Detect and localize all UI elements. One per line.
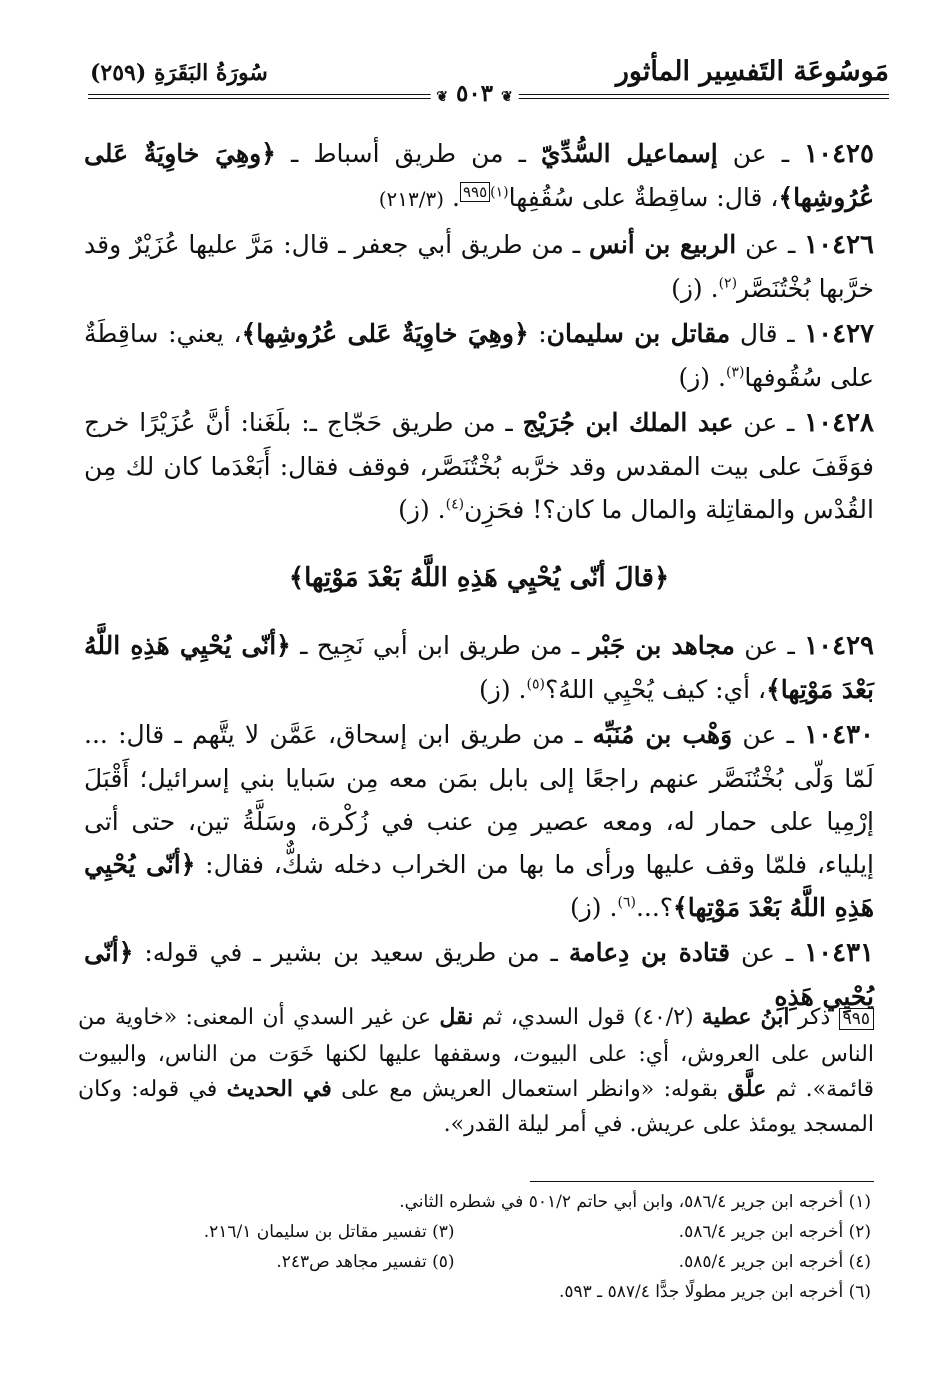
note-ref-box[interactable]: ٩٩٥ [460, 182, 490, 202]
entry-text: . (ز) [569, 893, 618, 922]
entry-text: . (ز) [671, 274, 719, 303]
quran-quote: ﴿أنّى يُحْيِي هَذِهِ اللَّهُ بَعْدَ مَوْتِها﴾ [84, 631, 874, 704]
ornament-icon: ❦ [436, 89, 448, 105]
ayah-heading: ﴿قالَ أنّى يُحْيِي هَذِهِ اللَّهُ بَعْدَ مَوْتِها﴾ [288, 563, 670, 593]
entry-text: ؟... [635, 893, 674, 922]
entry-text: ـ عن [717, 139, 805, 168]
footnote-ref[interactable]: (٣) [725, 364, 745, 381]
footnote-3: (٣) تفسير مقاتل بن سليمان ٢١٦/١. [203, 1222, 455, 1242]
entry-text: ـ عن [734, 631, 805, 660]
entry-10430 [84, 713, 874, 929]
footnote-2: (٢) أخرجه ابن جرير ٥٨٦/٤. [678, 1222, 871, 1242]
narrator-name: مقاتل بن سليمان [546, 319, 731, 348]
entry-text: ـ من طريق حَجّاج ـ: بلَغَنا: أنَّ عُزَيْرًا خرج فوَقَفَ على بيت المقدس وقد خرَّبه بُخْتُنَصَّر، فوقف فقال: أَبَعْدَما كان لك مِن القُدْس والمقاتِلة والمال ما كان؟! فحَزِن [84, 408, 874, 524]
note-keyword: نقل [439, 1004, 474, 1030]
page-header [60, 52, 889, 108]
footnote-5: (٥) تفسير مجاهد ص٢٤٣. [276, 1252, 455, 1272]
entry-text: ـ من طريق ابن إسحاق، عَمَّن لا يتَّهم ـ قال: ... لَمّا وَلّى بُخْتُنَصَّر عنهم راجعًا إلى بابل بمَن معه مِن سَبايا بني إسرائيل؛ أَقْبَلَ إرْمِيا على حمار له، ومعه عصير مِن عنب في زُكْرة، وسَلَّةُ تين، حتى أتى إيلياء، فلمّا وقف عليها ورأى ما بها من الخراب دخله شكٌّ، فقال: [84, 720, 875, 879]
book-title: مَوسُوعَة التَفسِير المأثور [615, 56, 889, 87]
note-text: في قوله: وكان المسجد يومئذ على عريش. في أمر ليلة القدر». [78, 1077, 874, 1137]
entry-number: ١٠٤٢٩ [804, 631, 875, 661]
note-keyword: في الحديث [226, 1076, 332, 1102]
entry-text: . (ز) [398, 495, 446, 524]
entry-text: ـ من طريق سعيد بن بشير ـ في قوله: [133, 938, 569, 967]
note-keyword: علَّق [727, 1076, 767, 1102]
entry-text: ـ من طريق ابن أبي نَجِيح ـ [290, 631, 589, 660]
footnote-4: (٤) أخرجه ابن جرير ٥٨٥/٤. [678, 1252, 871, 1272]
note-text: ذكر [789, 1005, 839, 1030]
narrator-name: مجاهد بن جَبْر [588, 631, 735, 660]
entry-10425 [84, 132, 874, 221]
narrator-name: الربيع بن أنس [588, 230, 737, 259]
entry-number: ١٠٤٢٦ [804, 230, 874, 260]
footnote-1: (١) أخرجه ابن جرير ٥٨٦/٤، وابن أبي حاتم ٥٠١/٢ في شطره الثاني. [399, 1192, 871, 1212]
main-text [84, 132, 874, 1020]
entry-text: ، أي: كيف يُحْيِي اللهُ؟ [544, 675, 767, 704]
note-text: (٤٠/٢) قول السدي، ثم [473, 1005, 702, 1030]
entry-text: ـ عن [733, 408, 805, 437]
quran-quote: ﴿وهِيَ خاوِيَةٌ عَلى عُرُوشِها﴾ [84, 139, 874, 212]
entry-text: ، قال: ساقِطةٌ على سُقُفِها [508, 183, 779, 212]
page-number [430, 80, 519, 111]
entry-10426 [84, 223, 874, 310]
entry-text: : [528, 319, 547, 348]
scholarly-note [78, 1000, 874, 1142]
surah-reference: سُورَةُ البَقَرَةِ (٢٥٩) [90, 60, 268, 86]
note-text: عن غير السدي أن المعنى: «خاوية من الناس على العروش، أي: على البيوت، وسقفها عليها لكنها خَوَت من الناس، والبيوت قائمة». ثم [78, 1005, 874, 1102]
entry-text: ـ عن [730, 938, 805, 967]
footnote-separator [530, 1181, 874, 1182]
entry-10429 [84, 624, 874, 711]
entry-number: ١٠٤٢٧ [804, 319, 875, 349]
narrator-name: إسماعيل السُّدِّيّ [540, 139, 718, 168]
footnote-ref[interactable]: (١) [490, 184, 509, 201]
quran-quote: ﴿أنّى يُحْيِي هَذِهِ [84, 938, 874, 1011]
entry-10427 [84, 312, 874, 399]
entry-number: ١٠٤٣٠ [804, 720, 874, 750]
footnote-ref[interactable]: (٤) [445, 496, 465, 513]
footnotes [78, 1187, 871, 1307]
page-number-text: ٥٠٣ [455, 80, 494, 107]
quran-quote: ﴿أنّى يُحْيِي هَذِهِ اللَّهُ بَعْدَ مَوْتِها﴾ [84, 850, 874, 922]
footnote-ref[interactable]: (٥) [526, 676, 545, 693]
narrator-name: عبد الملك ابن جُرَيْج [522, 408, 734, 437]
entry-number: ١٠٤٢٥ [804, 139, 874, 169]
note-number-box: ٩٩٥ [839, 1008, 874, 1030]
entry-number: ١٠٤٣١ [804, 938, 874, 968]
footnote-row [78, 1217, 871, 1247]
narrator-name: قتادة بن دِعامة [568, 938, 731, 967]
entry-text: ـ من طريق أبي جعفر ـ قال: مَرَّ عليها عُزَيْرٌ وقد خرَّبها بُخْتُنَصَّر [84, 230, 874, 303]
footnote-row [78, 1247, 871, 1277]
note-author: ابنُ عطية [701, 1004, 790, 1030]
note-text: بقوله: «وانظر استعمال العريش مع على [331, 1077, 728, 1102]
ornament-icon: ❦ [501, 89, 513, 105]
footnote-ref[interactable]: (٢) [718, 275, 738, 292]
narrator-name: وَهْب بن مُنَبِّه [592, 720, 733, 749]
entry-number: ١٠٤٢٨ [804, 408, 874, 438]
source-ref: (٢١٣/٣) [378, 187, 445, 211]
entry-10428 [84, 401, 874, 531]
entry-text: ، يعني: ساقِطَةٌ على سُقُوفها [84, 319, 874, 392]
quran-quote: ﴿وهِيَ خاوِيَةٌ عَلى عُرُوشِها﴾ [241, 319, 529, 348]
entry-text: ـ عن [736, 230, 805, 259]
entry-text: . (ز) [479, 675, 527, 704]
entry-text: ـ عن [732, 720, 805, 749]
entry-text: ـ من طريق أسباط ـ [275, 139, 541, 168]
footnote-6: (٦) أخرجه ابن جرير مطولًا جدًّا ٥٨٧/٤ ـ ٥٩٣. [558, 1282, 871, 1302]
footnote-ref[interactable]: (٦) [617, 894, 636, 911]
entry-text: . [444, 183, 460, 212]
entry-text: ـ قال [730, 319, 805, 348]
entry-text: . (ز) [678, 363, 726, 392]
